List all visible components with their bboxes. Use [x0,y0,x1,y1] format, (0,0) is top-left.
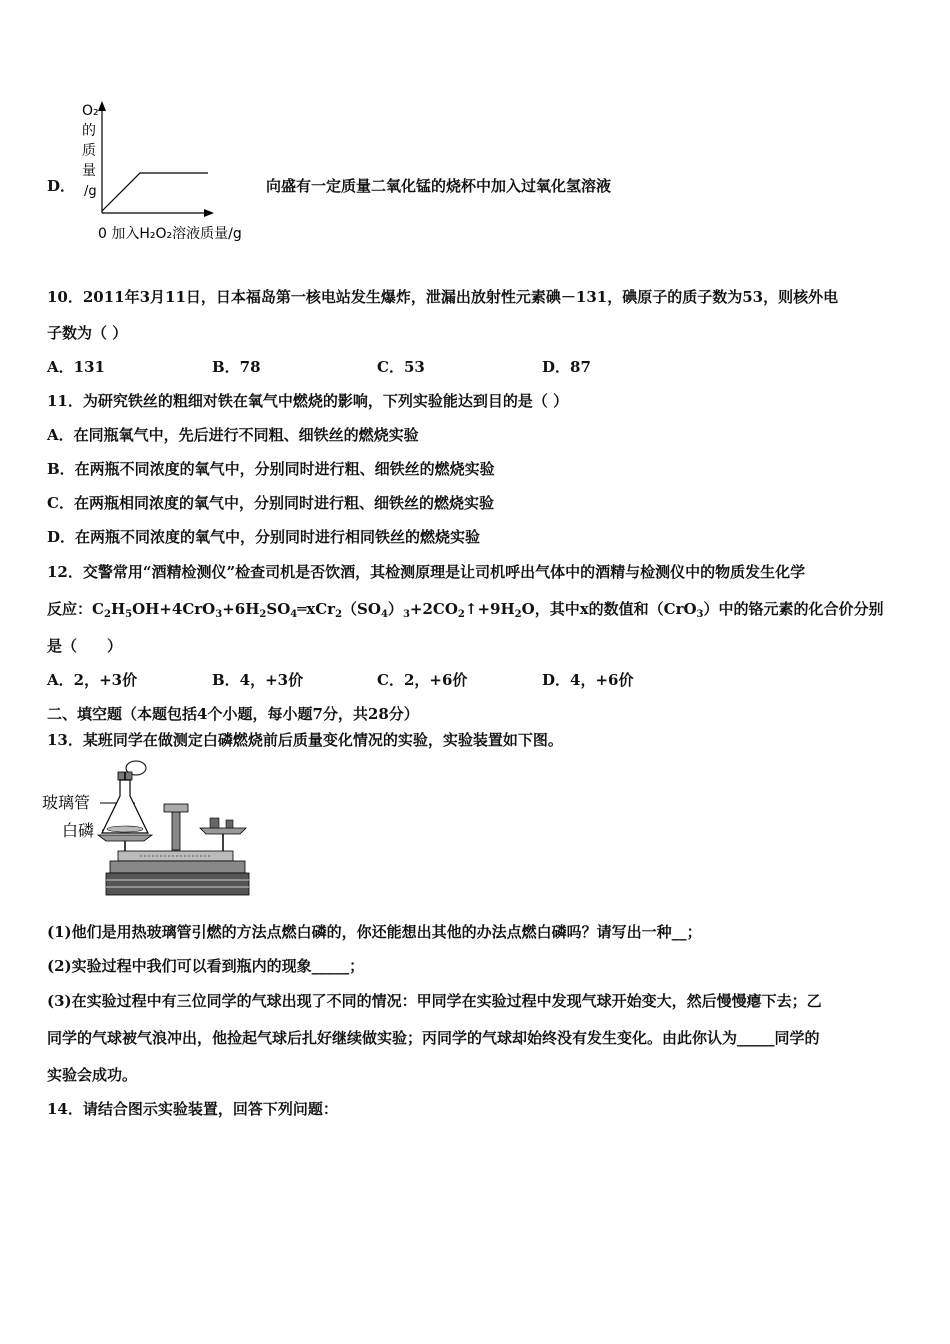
q13-apparatus-figure [40,758,255,903]
balance-top [164,804,188,812]
graph-y-arrow [98,101,106,111]
left-pan [98,835,152,841]
q11-stem: 11．为研究铁丝的粗细对铁在氧气中燃烧的影响，下列实验能达到目的是（ ） [47,392,569,410]
q12-stem-line1: 12．交警常用“酒精检测仪”检查司机是否饮酒，其检测原理是让司机呼出气体中的酒精与检测仪中的物质发生化学 [47,563,806,581]
figure-label-white-phosphorus: 白磷 [62,821,95,840]
q11-option-c: C．在两瓶相同浓度的氧气中，分别同时进行粗、细铁丝的燃烧实验 [47,494,494,512]
q12-option-a: A．2，+3价 [47,671,138,689]
q13-stem: 13．某班同学在做测定白磷燃烧前后质量变化情况的实验，实验装置如下图。 [47,731,563,749]
q10-stem-line2: 子数为（ ） [47,324,128,342]
right-pan [200,828,246,834]
q12-option-c: C．2，+6价 [377,671,468,689]
q9-d-graph [70,95,270,245]
graph-y-label-5: /g [84,184,97,199]
q12-suffix: ，其中x的数值和（CrO [534,600,697,618]
q13-part-1: (1)他们是用热玻璃管引燃的方法点燃白磷的，你还能想出其他的办法点燃白磷吗？请写出一种__； [47,923,702,941]
q10-option-b: B．78 [212,358,261,376]
weight-2 [226,820,233,828]
graph-curve [102,173,208,211]
q12-prefix: 反应： [47,600,93,618]
section-2-heading: 二、填空题（本题包括4个小题，每小题7分，共28分） [47,705,419,723]
balance-base [106,873,249,895]
conical-flask [102,780,148,833]
q12-stem-line2: 反应：$C_2H_5OH+4CrO_3+6H_2SO_4═xCr_2(SO_4)_3+2CO_2↑+9H_2O$，其中x的数值和（CrO$_3$）中的铬元素的化合价分别 [47,600,884,620]
balance-pillar [172,810,180,850]
q12-end: ）中的铬元素的化合价分别 [703,600,884,618]
q14-stem: 14．请结合图示实验装置，回答下列问题： [47,1100,338,1118]
graph-x-label: 0 加入H₂O₂溶液质量/g [98,226,242,242]
q12-option-b: B．4，+3价 [212,671,304,689]
q11-option-d: D．在两瓶不同浓度的氧气中，分别同时进行相同铁丝的燃烧实验 [47,528,481,546]
graph-y-label-4: 量 [82,163,96,179]
q12-equation: $C_2H_5OH+4CrO_3+6H_2SO_4═xCr_2(SO_4)_3+2CO_2↑+9H_2O$ [92,600,535,620]
graph-y-label-2: 的 [82,123,96,139]
q9-option-d-label: D． [47,177,76,195]
q11-option-b: B．在两瓶不同浓度的氧气中，分别同时进行粗、细铁丝的燃烧实验 [47,460,495,478]
q13-part-2: (2)实验过程中我们可以看到瓶内的现象_____； [47,957,365,975]
q13-part-3-line2: 同学的气球被气浪冲出，他捡起气球后扎好继续做实验；丙同学的气球却始终没有发生变化。由此你认为_____同学的 [47,1029,820,1047]
graph-x-arrow [204,209,214,217]
weight-1 [210,818,219,828]
q9-option-d-text: 向盛有一定质量二氧化锰的烧杯中加入过氧化氢溶液 [266,177,612,195]
q10-option-d: D．87 [542,358,591,376]
q10-stem-line1: 10．2011年3月11日，日本福岛第一核电站发生爆炸，泄漏出放射性元素碘－131，碘原子的质子数为53，则核外电 [47,288,839,306]
q10-option-a: A．131 [47,358,105,376]
q13-part-3-line1: (3)在实验过程中有三位同学的气球出现了不同的情况：甲同学在实验过程中发现气球开始变大，然后慢慢瘪下去；乙 [47,992,822,1010]
figure-label-glass-tube: 玻璃管 [42,793,91,812]
graph-y-label-1: O₂ [82,103,99,119]
q11-option-a: A．在同瓶氧气中，先后进行不同粗、细铁丝的燃烧实验 [47,426,419,444]
balance-beam [118,851,233,861]
q12-stem-line3: 是（ ） [47,637,123,655]
balance-base-top [110,861,245,873]
q12-option-d: D．4，+6价 [542,671,634,689]
graph-y-label-3: 质 [82,143,96,159]
q10-option-c: C．53 [377,358,425,376]
q13-part-3-line3: 实验会成功。 [47,1066,138,1084]
phosphorus-sand [107,826,143,832]
